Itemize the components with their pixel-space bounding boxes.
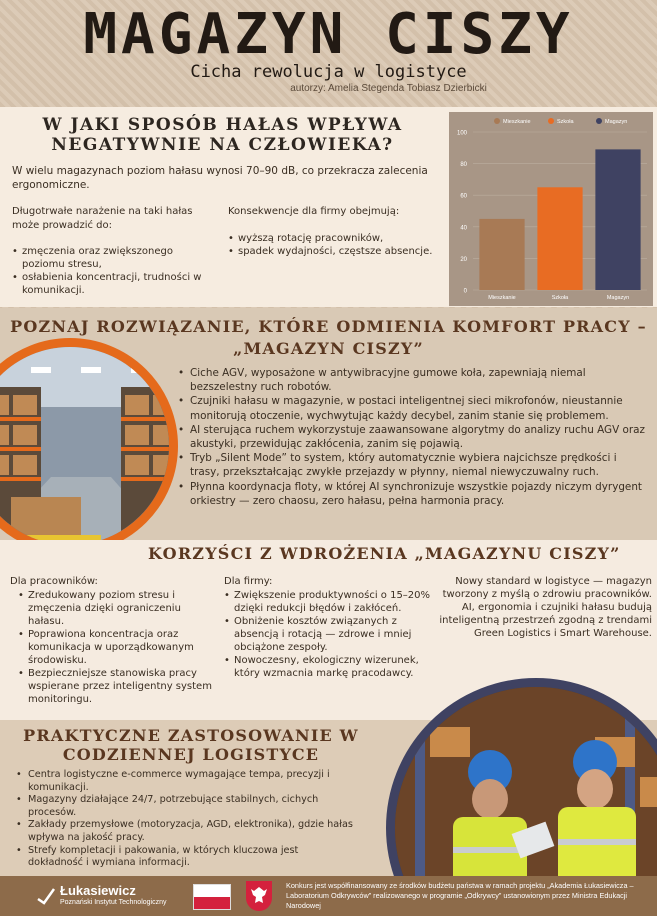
legend-marker xyxy=(596,118,602,124)
y-tick-label: 100 xyxy=(456,130,467,137)
solution-title: POZNAJ ROZWIĄZANIE, KTÓRE ODMIENIA KOMFORT PRACY – „MAGAZYN CISZY” xyxy=(10,317,647,358)
legend-label: Magazyn xyxy=(605,119,628,125)
logo-institute: Poznański Instytut Technologiczny xyxy=(60,899,167,906)
solution-features-list xyxy=(178,366,648,508)
x-tick-label: Magazyn xyxy=(606,295,630,301)
noise-bar-chart xyxy=(449,112,653,306)
list-item: • wyższą rotację pracowników, xyxy=(228,232,438,245)
poster-subtitle: Cicha rewolucja w logistyce xyxy=(190,62,467,82)
legend-label: Mieszkanie xyxy=(503,119,531,125)
list-item: • Magazyny działające 24/7, potrzebujące stabilnych, cichych procesów. xyxy=(16,794,356,819)
noise-impact-intro: W wielu magazynach poziom hałasu wynosi 70–90 dB, co przekracza zalecenia ergonomiczne. xyxy=(12,165,428,191)
list-item: • osłabienia koncentracji, trudności w komunikacji. xyxy=(12,271,212,297)
list-item: • zmęczenia oraz zwiększonego poziomu stresu, xyxy=(12,245,212,271)
y-tick-label: 0 xyxy=(463,288,467,295)
benefits-title: KORZYŚCI Z WDROŻENIA „MAGAZYNU CISZY” xyxy=(148,544,621,563)
list-item: • spadek wydajności, częstsze absencje. xyxy=(228,245,438,258)
list-item: • Zakłady przemysłowe (motoryzacja, AGD, elektronika), gdzie hałas wpływa na jakość pracy. xyxy=(16,819,356,844)
applications-title: PRAKTYCZNE ZASTOSOWANIE W CODZIENNEJ LOGISTYCE xyxy=(23,726,359,764)
company-benefits-column xyxy=(224,575,434,680)
legend-marker xyxy=(548,118,554,124)
list-item: • Centra logistyczne e-commerce wymagające tempa, precyzji i komunikacji. xyxy=(16,769,356,794)
y-tick-label: 60 xyxy=(460,193,467,200)
y-tick-label: 80 xyxy=(460,162,467,169)
list-item: • Obniżenie kosztów związanych z absencją i rotacją — zdrowe i mniej obciążone zespoły. xyxy=(224,615,434,654)
company-benefits-list xyxy=(224,589,434,680)
polish-flag xyxy=(193,884,231,910)
warehouse-shelves-photo xyxy=(0,338,178,554)
solution-section xyxy=(0,308,657,540)
logo-name: Łukasiewicz xyxy=(60,883,136,898)
list-item: • Ciche AGV, wyposażone w antywibracyjne gumowe koła, zapewniają niemal bezszelestny ruch robotów. xyxy=(178,366,648,394)
applications-list xyxy=(16,769,356,870)
health-effects-column xyxy=(12,205,212,297)
employee-benefits-column xyxy=(10,575,220,706)
funding-note: Konkurs jest współfinansowany ze środków budżetu państwa w ramach projektu „Akademia Łukasiewicza – Laboratorium Odkrywców” realizowanego w programie „Odkrywcy” ustanowionym przez Ministra Edukacji Narodowej xyxy=(286,881,634,910)
list-item: • AI sterująca ruchem wykorzystuje zaawansowane algorytmy do analizy ruchu AGV oraz akustyki, przewidując zakłócenia, zanim się pojawią. xyxy=(178,423,648,451)
employee-benefits-lead: Dla pracowników: xyxy=(10,576,98,587)
bar xyxy=(479,219,524,290)
y-tick-label: 40 xyxy=(460,225,467,232)
x-tick-label: Szkoła xyxy=(551,295,569,301)
company-effects-list xyxy=(228,232,438,258)
list-item: • Tryb „Silent Mode” to system, który automatycznie wybiera najcichsze prędkości i trasy, przekształcając zwykłe przejazdy w płynny, niemal niewyczuwalny ruch. xyxy=(178,451,648,479)
list-item: • Zwiększenie produktywności o 15–20% dzięki redukcji błędów i zakłóceń. xyxy=(224,589,434,615)
list-item: • Nowoczesny, ekologiczny wizerunek, który wzmacnia markę pracodawcy. xyxy=(224,654,434,680)
poster-title: MAGAZYN CISZY xyxy=(83,2,574,67)
health-effects-lead: Długotrwałe narażenie na taki hałas może prowadzić do: xyxy=(12,206,193,231)
legend-label: Szkoła xyxy=(557,119,574,125)
applications-section xyxy=(0,720,657,876)
y-tick-label: 20 xyxy=(460,256,467,263)
new-standard-text: Nowy standard w logistyce — magazyn tworzony z myślą o zdrowiu pracowników. AI, ergonomia i czujniki hałasu budują inteligentną przestrzeń zgodną z trendami Green Logistics i Smart Warehouse. xyxy=(439,576,652,639)
list-item: • Strefy kompletacji i pakowania, w których kluczowa jest dokładność i wymiana informacji. xyxy=(16,845,356,870)
noise-level-chart xyxy=(449,112,653,306)
list-item: • Płynna koordynacja floty, w której AI synchronizuje wszystkie pojazdy niczym dyrygent orkiestry — zero chaosu, zero hałasu, pełna harmonia pracy. xyxy=(178,480,648,508)
list-item: • Bezpieczniejsze stanowiska pracy wspierane przez inteligentny system monitoringu. xyxy=(10,667,220,706)
company-benefits-lead: Dla firmy: xyxy=(224,576,273,587)
x-tick-label: Mieszkanie xyxy=(488,295,516,301)
health-effects-list xyxy=(12,245,212,297)
footer xyxy=(0,876,657,916)
company-effects-lead: Konsekwencje dla firmy obejmują: xyxy=(228,206,400,217)
noise-impact-title: W JAKI SPOSÓB HAŁAS WPŁYWA NEGATYWNIE NA CZŁOWIEKA? xyxy=(42,115,403,155)
bar xyxy=(595,149,640,290)
employee-benefits-list xyxy=(10,589,220,706)
lukasiewicz-logo-icon xyxy=(36,885,56,905)
list-item: • Poprawiona koncentracja oraz komunikacja w uporządkowanym środowisku. xyxy=(10,628,220,667)
warehouse-shelves-illustration xyxy=(0,347,178,554)
legend-marker xyxy=(494,118,500,124)
list-item: • Czujniki hałasu w magazynie, w postaci inteligentnej sieci mikrofonów, nieustannie monitorują otoczenie, wychwytując każdy decybel, zanim stanie się problemem. xyxy=(178,394,648,422)
poster-authors: autorzy: Amelia Stegenda Tobiasz Dzierbicki xyxy=(290,83,487,94)
list-item: • Zredukowany poziom stresu i zmęczenia dzięki ograniczeniu hałasu. xyxy=(10,589,220,628)
polish-emblem-icon xyxy=(246,881,272,911)
poster-header xyxy=(0,0,657,106)
company-effects-column xyxy=(228,205,438,258)
bar xyxy=(537,187,582,290)
